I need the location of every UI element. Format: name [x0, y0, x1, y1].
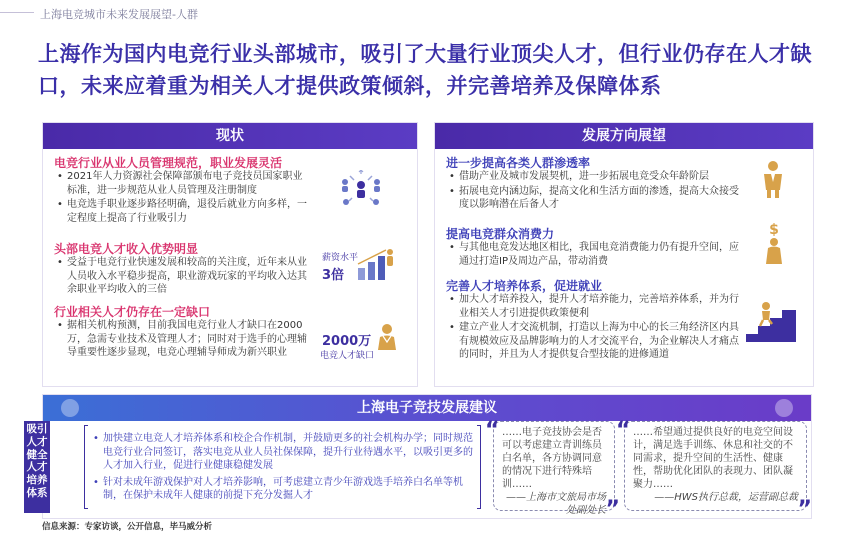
- status-panel-title: 现状: [43, 123, 417, 149]
- section-title-talent-system: 完善人才培养体系，促进就业: [446, 279, 603, 293]
- page-section-label: 上海电竞城市未来发展展望-人群: [40, 8, 198, 21]
- bullets-income: [56, 256, 308, 298]
- svg-text:$: $: [769, 222, 779, 238]
- quote-text: ……希望通过提供良好的电竞空间设计，满足选手训练、休息和社交的不同需求，提升空间的生活性、健康性，帮助优化团队的表现力、团队凝聚力……: [633, 427, 793, 490]
- close-quote-icon: ”: [605, 497, 620, 522]
- decorative-dot-icon: [61, 399, 79, 417]
- climbing-stairs-icon: [746, 298, 796, 342]
- talent-tag: 吸引人才健全人才培养体系: [24, 421, 50, 513]
- bullets-management: [56, 170, 308, 226]
- bullet-item: • 加大人才培养投入，提升人才培养能力，完善培养体系，并为行业相关人才引进提供政策便利: [448, 293, 740, 320]
- rising-bars-icon: [356, 246, 396, 280]
- bullets-consumption: [448, 241, 740, 269]
- quote-source: ——HWS执行总裁，运营副总裁: [654, 492, 798, 503]
- money-person-icon: [757, 220, 791, 264]
- close-quote-icon: ”: [797, 497, 812, 522]
- bullet-item: • 加快建立电竞人才培养体系和校企合作机制，并鼓励更多的社会机构办学；同时规范电竞行业合同签订，落实电竞从业人员社保保障，提升行业待遇水平，以吸引更多的人才加入行业，促进行业健康稳健发展: [92, 432, 477, 473]
- source-note: 信息来源：专家访谈，公开信息，毕马威分析: [42, 522, 213, 532]
- person-gap-icon: [372, 322, 402, 352]
- bracket-right: [477, 425, 481, 509]
- suggestion-bullets: [92, 432, 477, 506]
- bracket-left: [84, 425, 88, 509]
- page-title: 上海作为国内电竞行业头部城市，吸引了大量行业顶尖人才，但行业仍存在人才缺口，未来应着重为相关人才提供政策倾斜，并完善培养及保障体系: [38, 42, 812, 98]
- quote-text: ……电子竞技协会是否可以考虑建立青训练员白名单，各方协调同意的情况下进行特殊培训……: [502, 427, 602, 490]
- bullets-talent-gap: [56, 319, 308, 361]
- bullet-item: • 借助产业及城市发展契机，进一步拓展电竞受众年龄阶层: [448, 170, 740, 184]
- bullet-item: • 建立产业人才交流机制，打造以上海为中心的长三角经济区内具有规模效应及品牌影响力的人才交流平台，为企业解决人才痛点的同时，并且为人才提供复合型技能的进修通道: [448, 321, 740, 362]
- section-title-consumption: 提高电竞群众消费力: [446, 227, 555, 241]
- bullet-item: • 与其他电竞发达地区相比，我国电竞消费能力仍有提升空间，应通过打造IP及周边产品，带动消费: [448, 241, 740, 268]
- quote-card-hws: [616, 418, 812, 522]
- quote-source: ——上海市文旅局市场处副处长: [506, 492, 606, 516]
- section-title-talent-gap: 行业相关人才仍存在一定缺口: [54, 305, 211, 319]
- outlook-panel-title: 发展方向展望: [435, 123, 813, 149]
- section-title-income: 头部电竞人才收入优势明显: [54, 242, 199, 256]
- open-quote-icon: “: [616, 418, 631, 443]
- bullet-item: • 2021年人力资源社会保障部颁布电子竞技员国家职业标准，进一步规范从业人员管理及注册制度: [56, 170, 308, 197]
- talent-gap-label: 电竞人才缺口: [320, 351, 375, 361]
- salary-level-label: 薪资水平: [322, 253, 359, 263]
- bullet-item: • 据相关机构预测，目前我国电竞行业人才缺口在2000万，急需专业技术及管理人才；同时对于选手的心理辅导重要性逐步显现，电竞心理辅导师成为新兴职业: [56, 319, 308, 360]
- bullets-penetration: [448, 170, 740, 213]
- businessman-icon: [758, 160, 788, 198]
- open-quote-icon: “: [485, 418, 500, 443]
- suggestions-panel-header: [43, 395, 811, 421]
- bullet-item: • 电竞选手职业逐步路径明确，退役后就业方向多样，一定程度上提高了行业吸引力: [56, 198, 308, 225]
- bullets-talent-system: [448, 293, 740, 363]
- bullet-item: • 拓展电竞内涵边际，提高文化和生活方面的渗透，提高大众接受度以影响潜在后备人才: [448, 185, 740, 212]
- quote-card-culture-bureau: [485, 418, 620, 522]
- bullet-item: • 针对未成年游戏保护对人才培养影响，可考虑建立青少年游戏选手培养白名单等机制，在保护未成年人健康的前提下充分发掘人才: [92, 476, 477, 503]
- decorative-dot-icon: [775, 399, 793, 417]
- salary-multiple-value: 3倍: [322, 268, 345, 283]
- section-title-penetration: 进一步提高各类人群渗透率: [446, 156, 591, 170]
- people-network-icon: [338, 170, 384, 210]
- section-title-management: 电竞行业从业人员管理规范，职业发展灵活: [54, 156, 283, 170]
- talent-gap-value: 2000万: [322, 334, 372, 349]
- suggestions-title: 上海电子竞技发展建议: [357, 400, 497, 416]
- bullet-item: • 受益于电竞行业快速发展和较高的关注度，近年来从业人员收入水平稳步提高，职业游戏玩家的平均收入达其余职业平均收入的三倍: [56, 256, 308, 297]
